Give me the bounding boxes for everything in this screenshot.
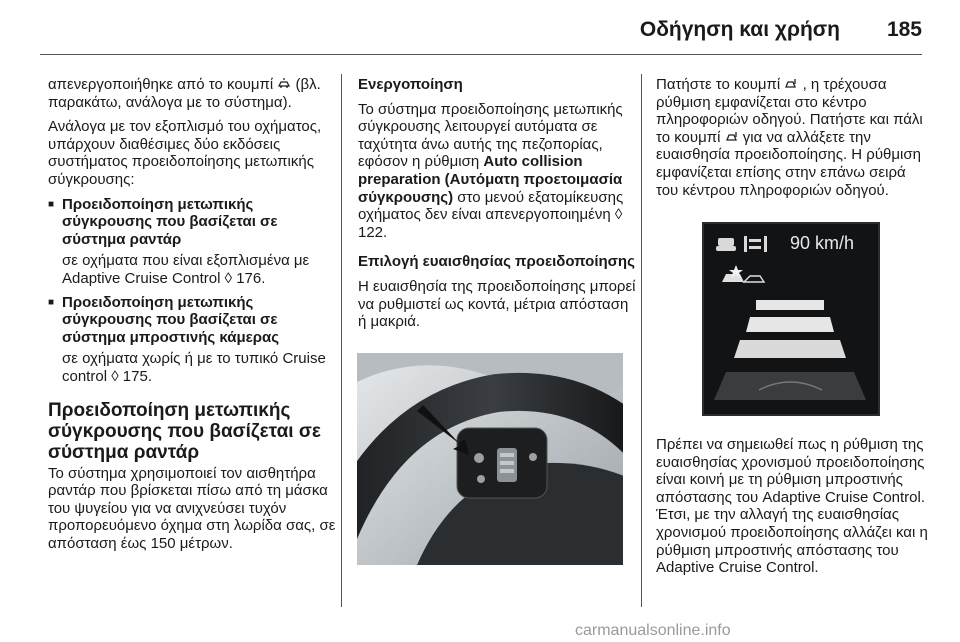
bullet-text: σε οχήματα που είναι εξοπλισμένα με Adaptive Cruise Control ◊ 176. xyxy=(62,252,310,287)
subheading-sensitivity: Επιλογή ευαισθησίας προειδοποίησης xyxy=(358,253,635,271)
ref-arrow-icon: ◊ xyxy=(224,269,233,287)
sensitivity-button-icon xyxy=(725,129,743,146)
paragraph: Ανάλογα με τον εξοπλισμό του οχήματος, υπάρχουν διαθέσιμες δύο εκδόσεις συστήματος προειδοποίησης μετωπικής σύγκρουσης: xyxy=(48,118,322,188)
column-1 xyxy=(48,76,336,559)
speed-readout: 90 km/h xyxy=(790,233,855,253)
paragraph: απενεργοποιήθηκε από το κουμπί (βλ. παρακάτω, ανάλογα με το σύστημα). xyxy=(48,76,321,111)
ref-arrow-icon: ◊ xyxy=(614,206,623,224)
section-heading: Προειδοποίηση μετωπικής σύγκρουσης που βασίζεται σε σύστημα ραντάρ xyxy=(48,399,321,463)
car-ahead-icon xyxy=(722,265,764,282)
watermark: carmanualsonline.info xyxy=(575,622,731,639)
driver-info-display xyxy=(702,222,880,416)
page-header xyxy=(0,0,960,58)
bullet-title: ■ Προειδοποίηση μετωπικής σύγκρουσης που βασίζεται σε σύστημα ραντάρ xyxy=(48,196,336,249)
bullet-title: ■ Προειδοποίηση μετωπικής σύγκρουσης που βασίζεται σε σύστημα μπροστινής κάμερας xyxy=(48,294,336,347)
steering-wheel-image xyxy=(357,353,623,565)
sensitivity-button-icon xyxy=(784,76,802,93)
paragraph: Το σύστημα χρησιμοποιεί τον αισθητήρα ραντάρ που βρίσκεται πίσω από τη μάσκα του ψυγείου για να ανιχνεύσει τυχόν προπορευόμενο όχημα στη λωρίδα σας, σε απόσταση έως 150 μέτρων. xyxy=(48,464,336,552)
bullet-text: σε οχήματα χωρίς ή με το τυπικό Cruise control ◊ 175. xyxy=(62,350,326,385)
column-3 xyxy=(656,76,928,206)
header-title: Οδήγηση και χρήση xyxy=(639,18,840,41)
column-3-lower xyxy=(656,436,931,584)
car-collision-icon xyxy=(277,76,295,93)
column-divider xyxy=(341,74,342,607)
subheading-activation: Ενεργοποίηση xyxy=(358,76,463,93)
ref-arrow-icon: ◊ xyxy=(111,367,119,385)
paragraph: Το σύστημα προειδοποίησης μετωπικής σύγκρουσης λειτουργεί αυτόματα σε ταχύτητα άνω αυτής της πεζοπορίας, εφόσον η ρύθμιση Auto collision preparation (Αυτόματη προετοιμασία σύγκρουσης) στο μενού εξατομίκευσης οχήματος δεν είναι απενεργοποιημένη ◊ 122. xyxy=(358,100,624,241)
page-number: 185 xyxy=(886,18,922,41)
paragraph: Πατήστε το κουμπί , η τρέχουσα ρύθμιση εμφανίζεται στο κέντρο πληροφοριών οδηγού. Πατήστε και πάλι το κουμπί για να αλλάξετε την ευαισθησία προειδοποίησης. Η ρύθμιση εμφανίζεται επίσης στην επάνω σειρά του κέντρου πληροφοριών οδηγού. xyxy=(656,76,923,199)
header-rule xyxy=(40,54,922,55)
paragraph: Πρέπει να σημειωθεί πως η ρύθμιση της ευαισθησίας χρονισμού προειδοποίησης είναι κοινή με τη ρύθμιση μπροστινής απόστασης του Adaptive Cruise Control. Έτσι, με την αλλαγή της ευαισθησίας χρονισμού προειδοποίησης αλλάζει και η ρύθμιση μπροστινής απόστασης του Adaptive Cruise Control. xyxy=(656,436,928,577)
paragraph: Η ευαισθησία της προειδοποίησης μπορεί να ρυθμιστεί ως κοντά, μέτρια απόσταση ή μακριά. xyxy=(358,277,636,331)
column-2 xyxy=(358,76,638,338)
column-divider xyxy=(641,74,642,607)
